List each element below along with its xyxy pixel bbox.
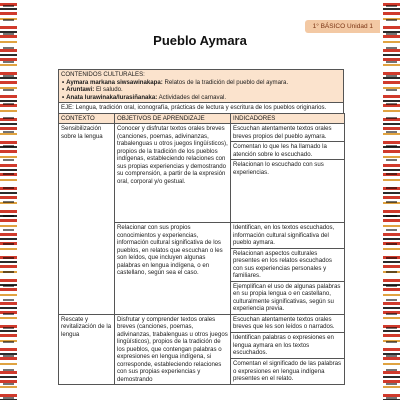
header-indicators: INDICADORES: [231, 113, 345, 124]
indicator-cell: Identifican palabras o expresiones en lengua aymara en los textos escuchados.: [231, 333, 345, 359]
header-context: CONTEXTO: [59, 113, 115, 124]
objective-cell: Conocer y disfrutar textos orales breves (canciones, poemas, adivinanzas, trabalenguas u otros juegos lingüísticos), propios de la tradición de los pueblos indígenas, estableciendo relaciones con sus propias experiencias y demostrando su comprensión, a partir de la expresión oral, corporal y/o gestual.: [115, 124, 231, 223]
table-row: [59, 124, 345, 142]
cultural-contents-box: [58, 69, 344, 103]
indicator-cell: Relacionan lo escuchado con sus experiencias.: [231, 160, 345, 223]
header-objectives: OBJETIVOS DE APRENDIZAJE: [115, 113, 231, 124]
planning-document: [58, 69, 344, 385]
context-cell: Sensibilización sobre la lengua: [59, 124, 115, 315]
table-row: [59, 314, 345, 332]
objective-cell: Disfrutar y comprender textos orales breves (canciones, poemas, adivinanzas, trabalenguas u otros juegos lingüísticos), propios de la tradición de los pueblos, que contengan palabras o expresiones en lengua indígena, si corresponde, estableciendo relaciones con sus propias experiencias y demostrando: [115, 314, 231, 385]
context-cell: Rescate y revitalización de la lengua: [59, 314, 115, 385]
indicator-cell: Identifican, en los textos escuchados, información cultural significativa del pueblo aymara.: [231, 223, 345, 249]
table-header-row: [59, 113, 345, 124]
unit-badge: 1° BÁSICO Unidad 1: [305, 20, 380, 33]
indicator-cell: Comentan lo que les ha llamado la atención sobre lo escuchado.: [231, 142, 345, 160]
objective-cell: Relacionar con sus propios conocimientos y experiencias, información cultural significativa de los pueblos, en relatos que escuchan o les son leídos, que incluyen algunas palabras en lengua indígena, o en castellano, según sea el caso.: [115, 223, 231, 315]
eje-line: EJE: Lengua, tradición oral, iconografía, prácticas de lectura y escritura de los pueblos originarios.: [58, 103, 344, 112]
indicator-cell: Escuchan atentamente textos orales breves que les son leídos o narrados.: [231, 314, 345, 332]
objectives-table: [58, 113, 345, 386]
decorative-border-left: [0, 0, 17, 400]
cultural-content-item: • Aruntawi: El saludo.: [62, 86, 123, 94]
cultural-content-item: • Anata lurawinaka/lurasiñanaka: Actividades del carnaval.: [62, 93, 227, 101]
cultural-contents-heading: CONTENIDOS CULTURALES:: [61, 71, 145, 78]
indicator-cell: Relacionan aspectos culturales presentes en los relatos escuchados con sus experiencias personales y familiares.: [231, 248, 345, 281]
cultural-content-item: • Aymara markana siwsawinakapa: Relatos de la tradición del pueblo del aymara.: [62, 78, 289, 86]
indicator-cell: Comentan el significado de las palabras o expresiones en lengua indígena presentes en el relato.: [231, 359, 345, 385]
decorative-border-right: [383, 0, 400, 400]
indicator-cell: Ejemplifican el uso de algunas palabras en su propia lengua o en castellano, culturalmente significativas, según su experiencia previa.: [231, 281, 345, 314]
page-title: Pueblo Aymara: [153, 33, 247, 48]
indicator-cell: Escuchan atentamente textos orales breves propios del pueblo aymara.: [231, 124, 345, 142]
